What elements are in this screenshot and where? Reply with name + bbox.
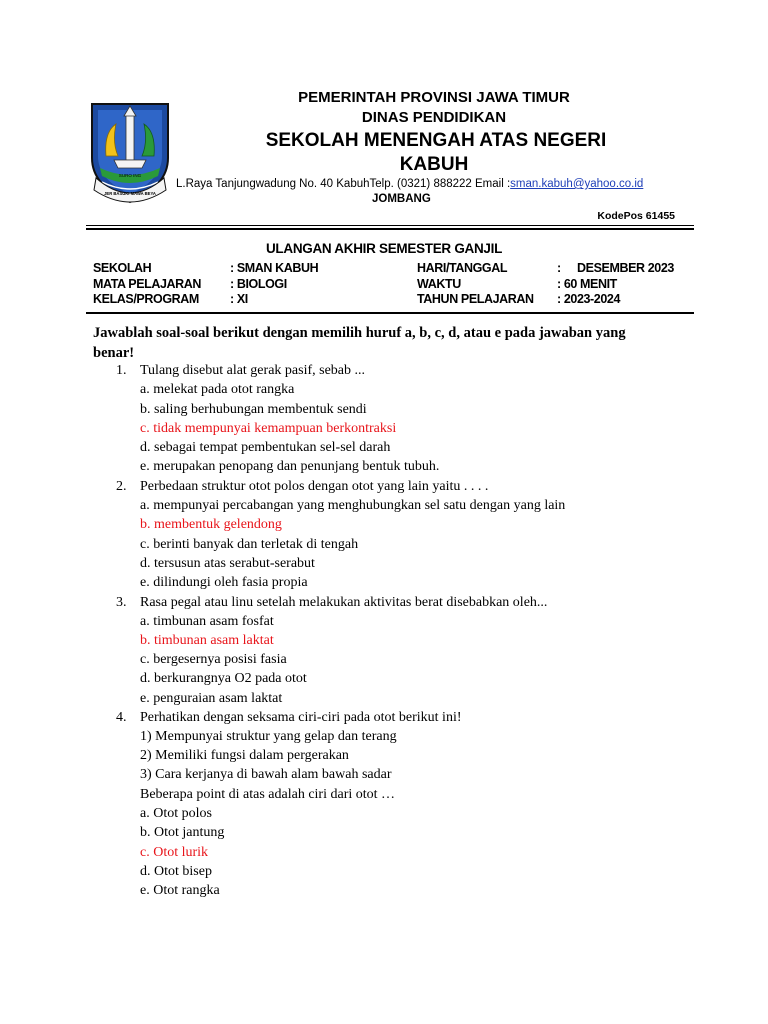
- question-text: Rasa pegal atau linu setelah melakukan aktivitas berat disebabkan oleh...: [140, 595, 548, 610]
- option-1c-answer[interactable]: c. tidak mempunyai kemampuan berkontraksi: [140, 421, 397, 436]
- option-3d[interactable]: d. berkurangnya O2 pada otot: [140, 671, 307, 686]
- value-mata-pelajaran: : BIOLOGI: [230, 277, 287, 291]
- option-2e[interactable]: e. dilindungi oleh fasia propia: [140, 575, 308, 590]
- option-4d[interactable]: d. Otot bisep: [140, 864, 212, 879]
- option-2b-answer[interactable]: b. membentuk gelendong: [140, 517, 282, 532]
- statement-4-3: 3) Cara kerjanya di bawah alam bawah sadar: [140, 767, 392, 782]
- letterhead-school-name: KABUH: [399, 154, 469, 175]
- question-1: [116, 363, 365, 379]
- statement-4-2: 2) Memiliki fungsi dalam pergerakan: [140, 748, 349, 763]
- letterhead-school: SEKOLAH MENENGAH ATAS NEGERI: [265, 130, 607, 151]
- option-1d[interactable]: d. sebagai tempat pembentukan sel-sel darah: [140, 440, 391, 455]
- label-sekolah: SEKOLAH: [93, 261, 152, 275]
- instruction-line: benar!: [93, 345, 135, 361]
- question-text: Perbedaan struktur otot polos dengan otot yang lain yaitu . . . .: [140, 479, 489, 494]
- option-3e[interactable]: e. penguraian asam laktat: [140, 691, 283, 706]
- postal-code: KodePos 61455: [597, 210, 675, 222]
- question-text: Perhatikan dengan seksama ciri-ciri pada otot berikut ini!: [140, 710, 462, 725]
- question-4-prompt: Beberapa point di atas adalah ciri dari otot …: [140, 787, 396, 802]
- info-divider: [86, 312, 694, 314]
- question-text: Tulang disebut alat gerak pasif, sebab ...: [140, 363, 365, 378]
- label-waktu: WAKTU: [417, 277, 461, 291]
- option-1e[interactable]: e. merupakan penopang dan penunjang bentuk tubuh.: [140, 459, 440, 474]
- option-2d[interactable]: d. tersusun atas serabut-serabut: [140, 556, 315, 571]
- option-2a[interactable]: a. mempunyai percabangan yang menghubungkan sel satu dengan yang lain: [140, 498, 566, 513]
- letterhead-department: DINAS PENDIDIKAN: [361, 109, 507, 126]
- option-2c[interactable]: c. berinti banyak dan terletak di tengah: [140, 537, 359, 552]
- logo-motto-bottom: JER BASUKI MAWA BEYA: [104, 191, 156, 196]
- letterhead-divider-thin: [86, 225, 694, 226]
- logo-motto-top: SURO ING: [118, 173, 142, 178]
- label-mata-pelajaran: MATA PELAJARAN: [93, 277, 202, 291]
- value-kelas: : XI: [230, 292, 248, 306]
- question-number: 2.: [116, 479, 127, 494]
- label-kelas: KELAS/PROGRAM: [93, 292, 199, 306]
- instruction: [93, 323, 693, 363]
- option-4c-answer[interactable]: c. Otot lurik: [140, 845, 209, 860]
- question-number: 4.: [116, 710, 127, 725]
- exam-title: ULANGAN AKHIR SEMESTER GANJIL: [265, 241, 503, 256]
- email-link[interactable]: sman.kabuh@yahoo.co.id: [510, 178, 644, 190]
- statement-4-1: 1) Mempunyai struktur yang gelap dan terang: [140, 729, 397, 744]
- value-waktu: : 60 MENIT: [557, 277, 617, 291]
- option-1b[interactable]: b. saling berhubungan membentuk sendi: [140, 402, 367, 417]
- question-4: [116, 710, 462, 726]
- question-3: [116, 595, 547, 611]
- school-city: JOMBANG: [372, 193, 431, 205]
- option-3b-answer[interactable]: b. timbunan asam laktat: [140, 633, 274, 648]
- question-number: 1.: [116, 363, 127, 378]
- hari-colon: :: [557, 261, 561, 275]
- option-1a[interactable]: a. melekat pada otot rangka: [140, 382, 295, 397]
- value-tahun-pelajaran: : 2023-2024: [557, 292, 621, 306]
- instruction-line: Jawablah soal-soal berikut dengan memilih huruf a, b, c, d, atau e pada jawaban yang: [93, 325, 626, 341]
- value-hari-tanggal: DESEMBER 2023: [577, 261, 674, 275]
- option-3c[interactable]: c. bergesernya posisi fasia: [140, 652, 287, 667]
- label-tahun-pelajaran: TAHUN PELAJARAN: [417, 292, 534, 306]
- address-text: L.Raya Tanjungwadung No. 40 KabuhTelp. (0321) 888222 Email :: [176, 178, 511, 190]
- value-sekolah: : SMAN KABUH: [230, 261, 319, 275]
- option-4e[interactable]: e. Otot rangka: [140, 883, 220, 898]
- option-4a[interactable]: a. Otot polos: [140, 806, 212, 821]
- question-number: 3.: [116, 595, 127, 610]
- letterhead-government: PEMERINTAH PROVINSI JAWA TIMUR: [298, 89, 570, 106]
- school-address: [176, 178, 643, 190]
- letterhead-divider-thick: [86, 228, 694, 230]
- question-2: [116, 479, 488, 495]
- option-4b[interactable]: b. Otot jantung: [140, 825, 225, 840]
- option-3a[interactable]: a. timbunan asam fosfat: [140, 614, 274, 629]
- label-hari-tanggal: HARI/TANGGAL: [417, 261, 508, 275]
